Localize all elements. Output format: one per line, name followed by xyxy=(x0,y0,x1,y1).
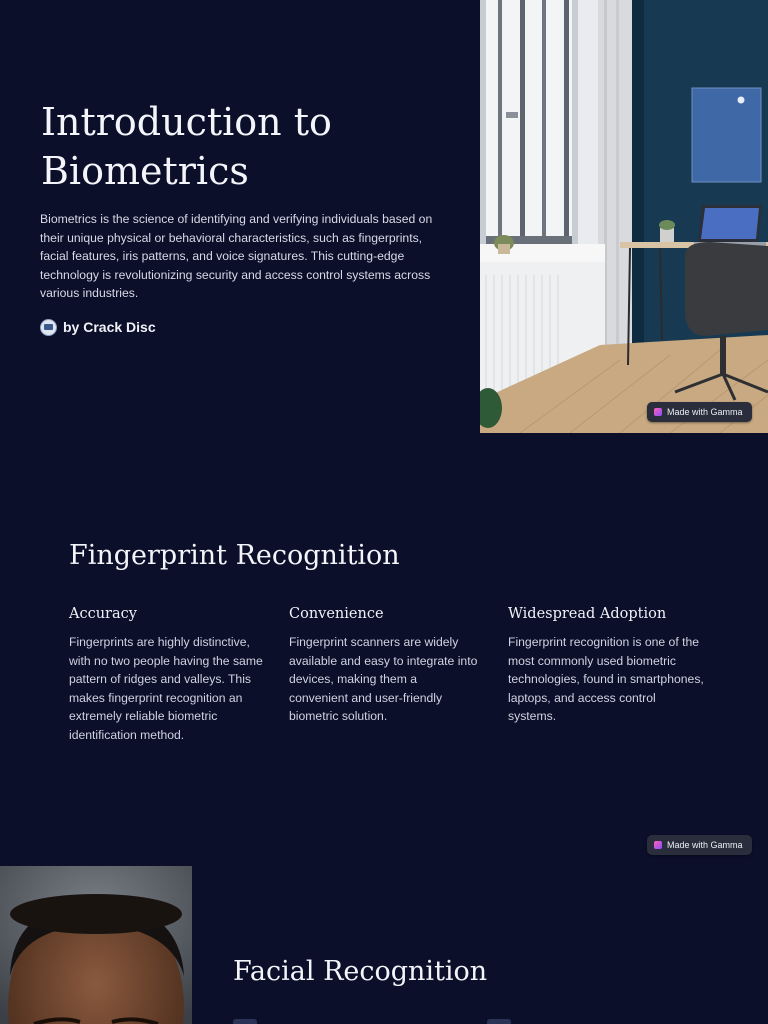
feature-icon xyxy=(233,1019,257,1024)
feature-card-widespread-adoption xyxy=(508,606,704,726)
author-avatar xyxy=(40,319,57,336)
gamma-logo-icon xyxy=(654,408,662,416)
slide-intro xyxy=(0,0,768,433)
feature-text: Fingerprint scanners are widely available and easy to integrate into devices, making them a convenient and user-friendly biometric solution. xyxy=(289,635,478,723)
feature-heading: Accuracy xyxy=(69,606,137,622)
intro-title: Introduction to Biometrics xyxy=(41,100,332,193)
feature-text: Fingerprint recognition is one of the most commonly used biometric technologies, found in smartphones, laptops, and access control systems. xyxy=(508,635,704,723)
intro-body: Biometrics is the science of identifying and verifying individuals based on their unique physical or behavioral characteristics, such as fingerprints, facial features, iris patterns, and voice signatures. This cutting-edge technology is revolutionizing security and access control systems across various industries. xyxy=(40,212,433,301)
made-with-gamma-label: Made with Gamma xyxy=(667,840,743,850)
feature-text: Fingerprints are highly distinctive, with no two people having the same pattern of ridges and valleys. This makes fingerprint recognition an extremely reliable biometric identification method. xyxy=(69,635,263,742)
feature-card-convenience xyxy=(289,606,479,726)
fingerprint-title: Fingerprint Recognition xyxy=(69,540,400,571)
feature-card-accuracy xyxy=(69,606,269,744)
feature-heading: Widespread Adoption xyxy=(508,606,667,622)
made-with-gamma-badge[interactable] xyxy=(647,402,752,422)
author-byline[interactable] xyxy=(40,317,156,337)
facial-title: Facial Recognition xyxy=(233,956,488,987)
feature-heading: Convenience xyxy=(289,606,384,622)
made-with-gamma-label: Made with Gamma xyxy=(667,407,743,417)
office-room-image xyxy=(480,0,768,433)
gamma-logo-icon xyxy=(654,841,662,849)
made-with-gamma-badge[interactable] xyxy=(647,835,752,855)
feature-icon xyxy=(487,1019,511,1024)
portrait-image xyxy=(0,866,192,1024)
author-name: by Crack Disc xyxy=(63,319,156,335)
